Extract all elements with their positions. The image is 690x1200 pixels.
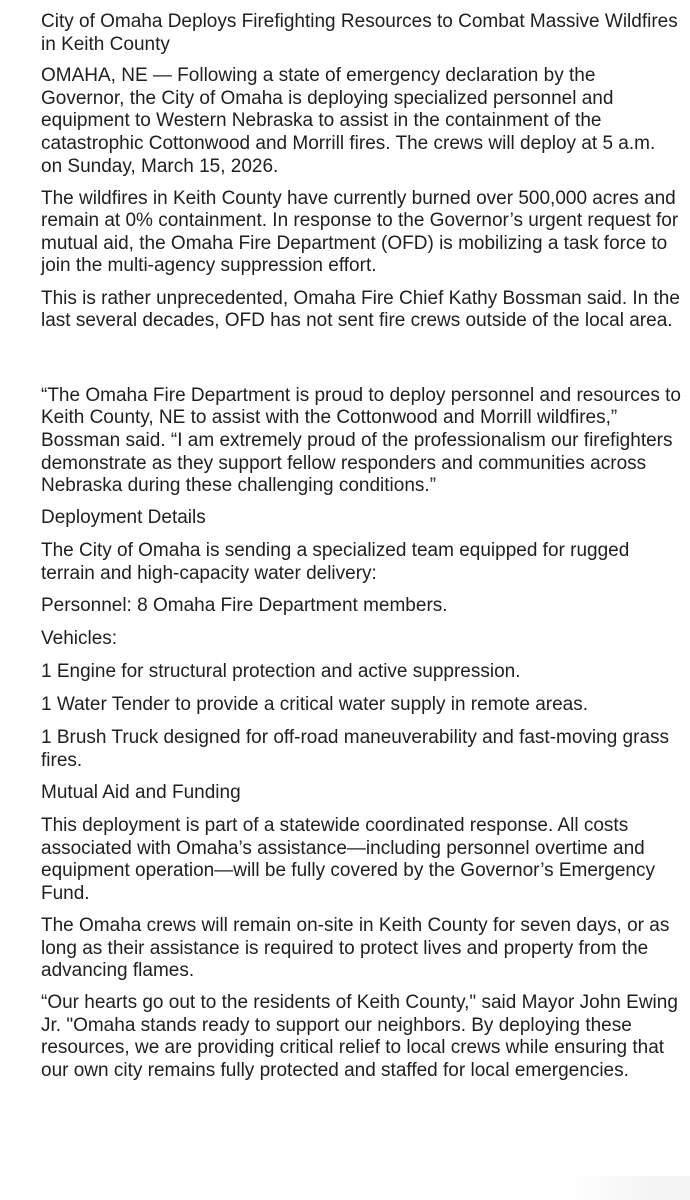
personnel-item: Personnel: 8 Omaha Fire Department members. [41,594,448,616]
vehicle-engine-item: 1 Engine for structural protection and active suppression. [41,661,521,683]
paragraph-duration: The Omaha crews will remain on-site in Keith County for seven days, or as long as their assistance is required to protect lives and property from the advancing flames. [41,915,670,982]
paragraph-mayor-quote: “Our hearts go out to the residents of Keith County," said Mayor John Ewing Jr. "Omaha stands ready to support our neighbors. By deploying these resources, we are providing critical relief to local crews while ensuring that our own city remains fully protected and staffed for local emergencies. [41,992,678,1082]
paragraph-team: The City of Omaha is sending a specialized team equipped for rugged terrain and high-capacity water delivery: [41,540,630,584]
page-edge-shadow [570,1176,690,1200]
section-heading-funding: Mutual Aid and Funding [41,782,241,804]
article-title: City of Omaha Deploys Firefighting Resources to Combat Massive Wildfires in Keith County [41,11,678,55]
vehicle-brush-item: 1 Brush Truck designed for off-road maneuverability and fast-moving grass fires. [41,727,670,771]
vehicle-tender-item: 1 Water Tender to provide a critical water supply in remote areas. [41,694,589,716]
paragraph-unprecedented: This is rather unprecedented, Omaha Fire Chief Kathy Bossman said. In the last several decades, OFD has not sent fire crews outside of the local area. [41,287,680,332]
paragraph-intro: OMAHA, NE — Following a state of emergency declaration by the Governor, the City of Omaha is deploying specialized personnel and equipment to Western Nebraska to assist in the containment of the catastrophic Cottonwood and Morrill fires. The crews will deploy at 5 a.m. on Sunday, March 15, 2026. [41,65,656,177]
section-heading-deployment: Deployment Details [41,507,206,529]
vehicles-label: Vehicles: [41,628,118,650]
paragraph-chief-quote: “The Omaha Fire Department is proud to deploy personnel and resources to Keith County, NE to assist with the Cottonwood and Morrill wildfires,” Bossman said. “I am extremely proud of the professionalism our firefighters demonstrate as they support fellow responders and communities across Nebraska during these challenging conditions.” [41,384,681,497]
press-release-document [41,11,681,1092]
paragraph-funding: This deployment is part of a statewide coordinated response. All costs associated with Omaha’s assistance—including personnel overtime and equipment operation—will be fully covered by the Governor’s Emergency Fund. [41,815,655,904]
paragraph-wildfire-status: The wildfires in Keith County have currently burned over 500,000 acres and remain at 0% containment. In response to the Governor’s urgent request for mutual aid, the Omaha Fire Department (OFD) is mobilizing a task force to join the multi-agency suppression effort. [41,187,679,277]
